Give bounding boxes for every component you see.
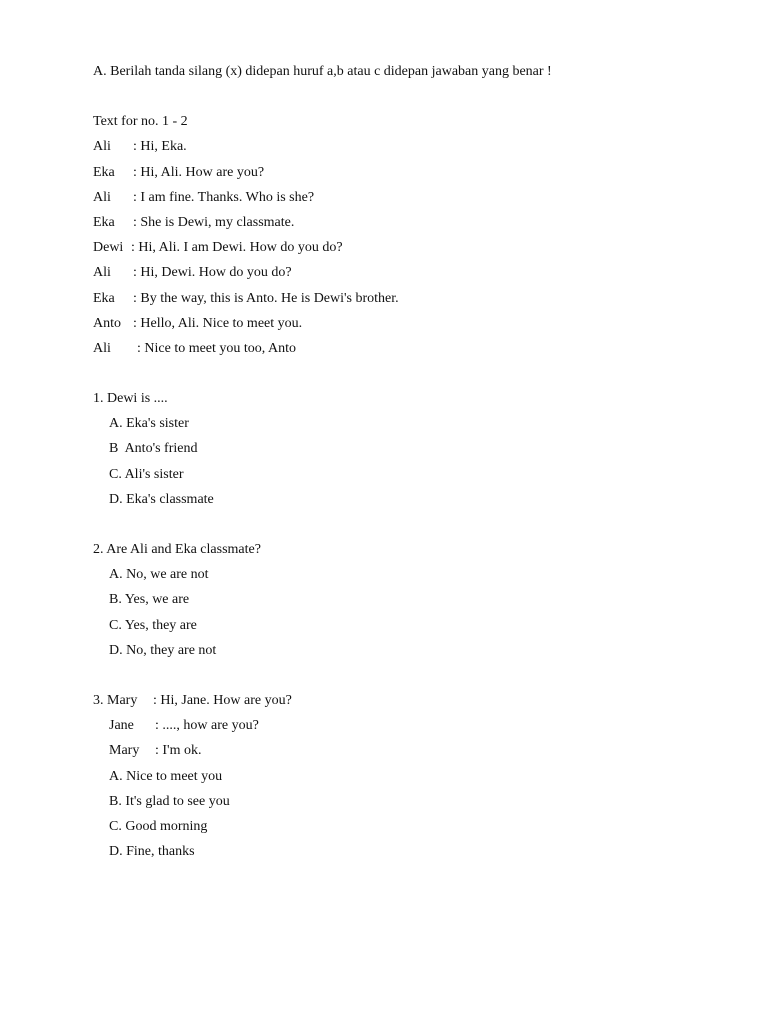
- instruction-text: A. Berilah tanda silang (x) didepan huruf a,b atau c didepan jawaban yang benar !: [93, 64, 552, 79]
- answer-option[interactable]: C. Yes, they are: [109, 617, 197, 633]
- dialogue-speaker: Anto: [93, 315, 121, 331]
- dialogue-speaker: Ali: [93, 340, 111, 356]
- answer-option[interactable]: C. Good morning: [109, 818, 208, 834]
- answer-option[interactable]: C. Ali's sister: [109, 466, 184, 482]
- dialogue-line: [93, 160, 733, 185]
- dialogue-speaker: Eka: [93, 214, 115, 230]
- dialogue-text: : Hi, Ali. I am Dewi. How do you do?: [131, 240, 343, 256]
- dialogue-line: [93, 311, 733, 336]
- answer-option[interactable]: B. Yes, we are: [109, 592, 190, 608]
- sub-dialogue-line: [93, 738, 733, 763]
- sub-dialogue-text: : I'm ok.: [155, 743, 202, 759]
- dialogue-speaker: Eka: [93, 290, 115, 306]
- dialogue-text: : I am fine. Thanks. Who is she?: [133, 189, 315, 205]
- sub-dialogue-line: [93, 713, 733, 738]
- dialogue-speaker: Ali: [93, 265, 111, 281]
- worksheet-page: [93, 59, 733, 864]
- spacer: [93, 361, 733, 386]
- dialogue-text: : Hello, Ali. Nice to meet you.: [133, 315, 303, 331]
- question-stem: 1. Dewi is ....: [93, 391, 168, 407]
- spacer: [93, 663, 733, 688]
- dialogue-text: : By the way, this is Anto. He is Dewi's brother.: [133, 290, 399, 306]
- dialogue-heading: Text for no. 1 - 2: [93, 114, 188, 130]
- answer-option[interactable]: A. No, we are not: [109, 567, 209, 583]
- dialogue-line: [93, 336, 733, 361]
- dialogue-line: [93, 260, 733, 285]
- spacer: [93, 512, 733, 537]
- question-stem-text: : Hi, Jane. How are you?: [153, 692, 292, 708]
- dialogue-line: [93, 134, 733, 159]
- dialogue-line: [93, 210, 733, 235]
- dialogue-speaker: Eka: [93, 164, 115, 180]
- dialogue-text: : Hi, Dewi. How do you do?: [133, 265, 292, 281]
- dialogue-text: : Hi, Ali. How are you?: [133, 164, 265, 180]
- question-stem: 2. Are Ali and Eka classmate?: [93, 542, 261, 557]
- dialogue-speaker: Ali: [93, 139, 111, 155]
- sub-dialogue-speaker: Jane: [109, 718, 134, 734]
- question-stem-speaker: 3. Mary: [93, 692, 138, 708]
- dialogue-line: [93, 286, 733, 311]
- dialogue-text: : She is Dewi, my classmate.: [133, 214, 295, 230]
- answer-option[interactable]: D. No, they are not: [109, 642, 217, 658]
- answer-option[interactable]: A. Nice to meet you: [109, 768, 223, 784]
- answer-option[interactable]: B. It's glad to see you: [109, 793, 230, 809]
- dialogue-speaker: Ali: [93, 189, 111, 205]
- dialogue-line: [93, 235, 733, 260]
- sub-dialogue-text: : ...., how are you?: [155, 718, 259, 734]
- answer-option[interactable]: B Anto's friend: [109, 441, 198, 457]
- answer-option[interactable]: D. Fine, thanks: [109, 844, 195, 860]
- sub-dialogue-speaker: Mary: [109, 743, 140, 759]
- dialogue-line: [93, 185, 733, 210]
- dialogue-text: : Nice to meet you too, Anto: [137, 340, 297, 356]
- answer-option[interactable]: A. Eka's sister: [109, 416, 189, 432]
- dialogue-speaker: Dewi: [93, 240, 124, 256]
- spacer: [93, 84, 733, 109]
- answer-option[interactable]: D. Eka's classmate: [109, 491, 214, 507]
- dialogue-text: : Hi, Eka.: [133, 139, 187, 155]
- question-stem: [93, 688, 733, 713]
